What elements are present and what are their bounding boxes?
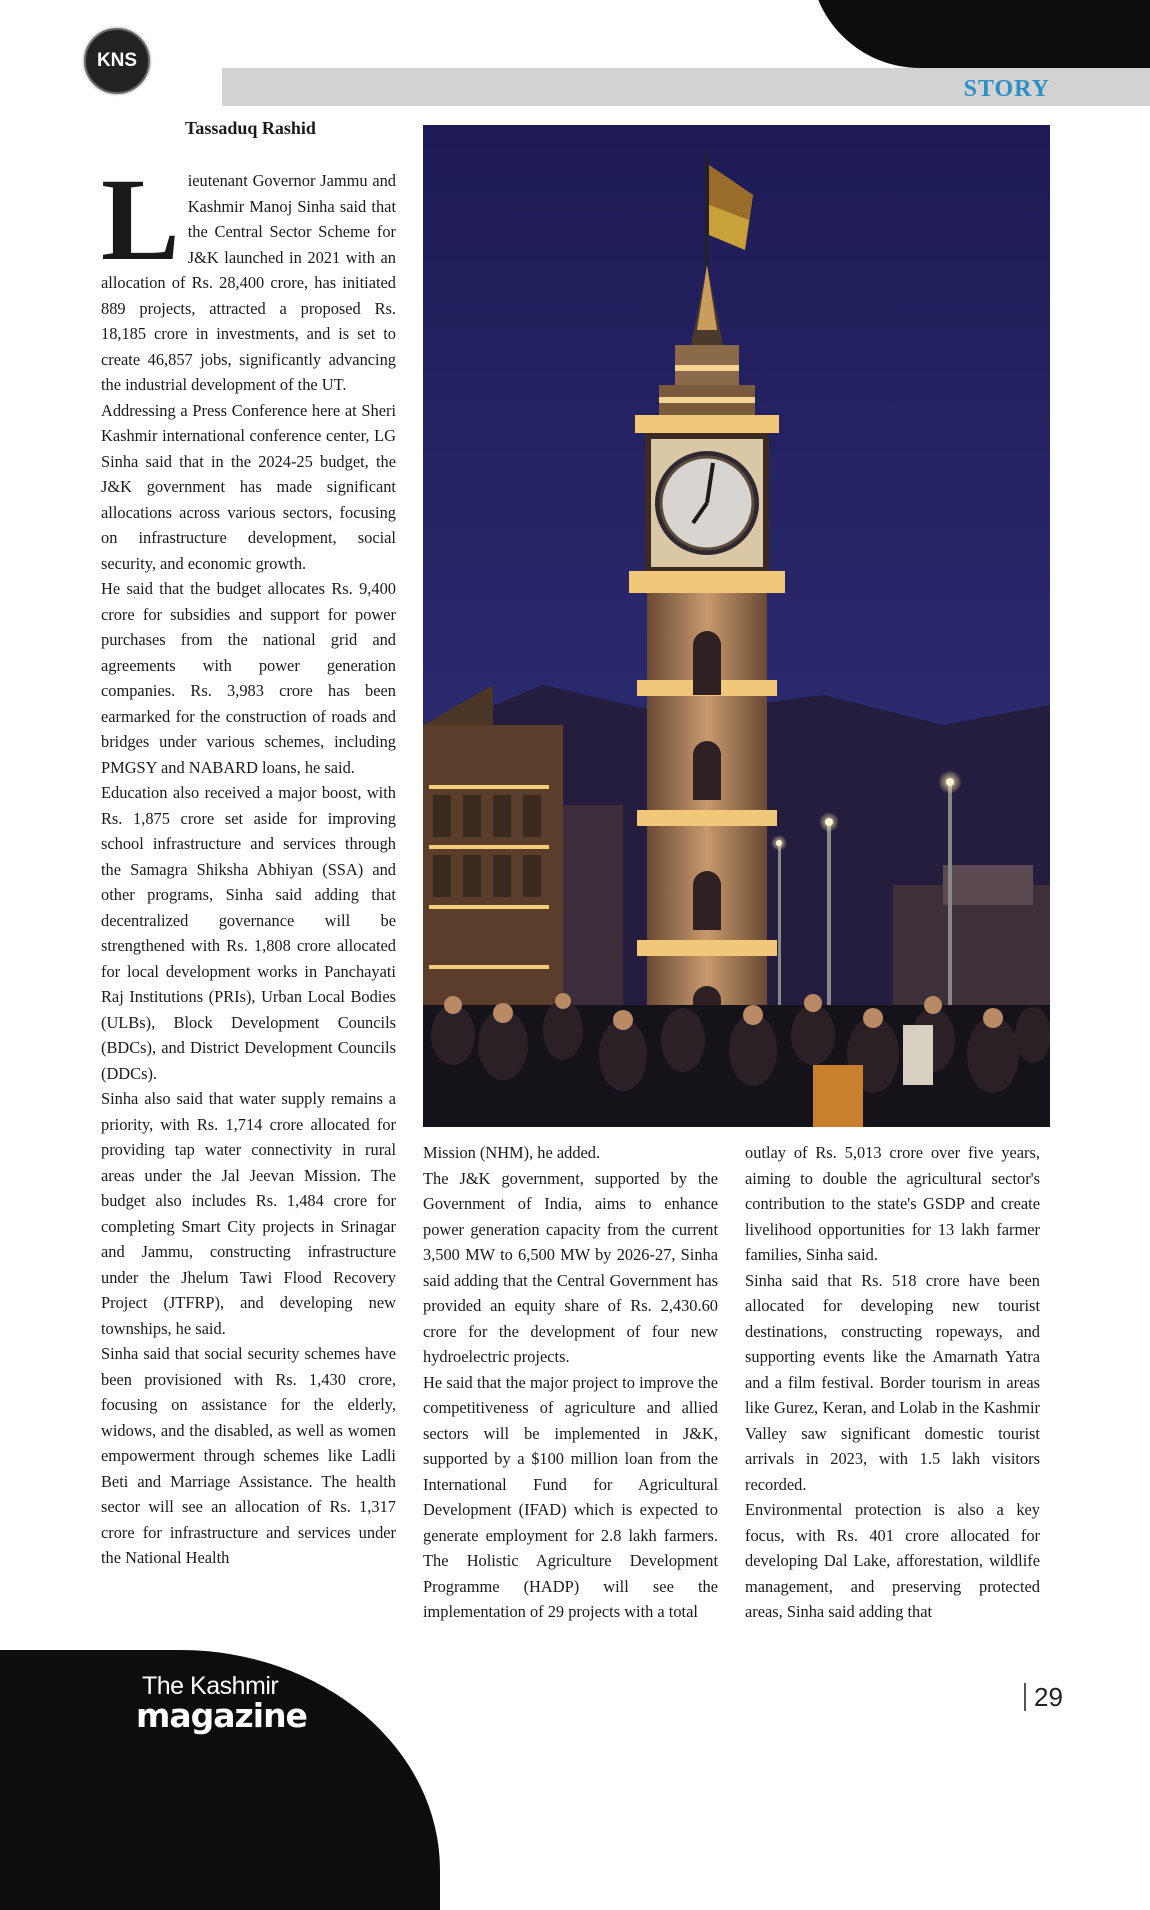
paragraph: Sinha said that social security schemes have been provisioned with Rs. 1,430 crore, focusing on assistance for the elderly, widows, and the disabled, as well as women empowerment through schemes like Ladli Beti and Marriage Assistance. The health sector will see an allocation of Rs. 1,317 crore for infrastructure and services under the National Health [101, 1344, 396, 1567]
article-column-3 [745, 1140, 1040, 1625]
page-number: 29 [1024, 1683, 1063, 1711]
clock-tower-photo [423, 125, 1050, 1127]
kns-logo: KNS [84, 28, 150, 94]
paragraph: The J&K government, supported by the Government of India, aims to enhance power generation capacity from the current 3,500 MW to 6,500 MW by 2026-27, Sinha said adding that the Central Government has provided an equity share of Rs. 2,430.60 crore for the development of four new hydroelectric projects. [423, 1168, 718, 1366]
paragraph: Addressing a Press Conference here at Sheri Kashmir international conference center, LG Sinha said that in the 2024-25 budget, the J&K government has made significant allocations across various sectors, focusing on infrastructure development, social security, and economic growth. [101, 400, 396, 573]
header-corner-decoration [810, 0, 1150, 68]
paragraph: He said that the budget allocates Rs. 9,400 crore for subsidies and support for power purchases from the national grid and agreements with power generation companies. Rs. 3,983 crore has been earmarked for the construction of roads and bridges under various schemes, including PMGSY and NABARD loans, he said. [101, 579, 396, 777]
paragraph: Sinha also said that water supply remains a priority, with Rs. 1,714 crore allocated for providing tap water connectivity in rural areas under the Jal Jeevan Mission. The budget also includes Rs. 1,484 crore for completing Smart City projects in Srinagar and Jammu, constructing infrastructure under the Jhelum Tawi Flood Recovery Project (JTFRP), and developing new townships, he said. [101, 1089, 396, 1338]
paragraph-text: ieutenant Governor Jammu and Kashmir Manoj Sinha said that the Central Sector Scheme for J&K launched in 2021 with an allocation of Rs. 28,400 crore, has initiated 889 projects, attracted a proposed Rs. 18,185 crore in investments, and is set to create 46,857 jobs, significantly advancing the industrial development of the UT. [101, 171, 396, 394]
paragraph: outlay of Rs. 5,013 crore over five years, aiming to double the agricultural sector's contribution to the state's GSDP and create livelihood opportunities for 13 lakh farmer families, Sinha said. [745, 1143, 1040, 1264]
paragraph: Mission (NHM), he added. [423, 1143, 601, 1162]
magazine-logo-line1: The Kashmir [142, 1672, 279, 1700]
paragraph: Environmental protection is also a key focus, with Rs. 401 crore allocated for developing Dal Lake, afforestation, wildlife management, and preserving protected areas, Sinha said adding that [745, 1500, 1040, 1621]
paragraph: Education also received a major boost, with Rs. 1,875 crore set aside for improving school infrastructure and services through the Samagra Shiksha Abhiyan (SSA) and other programs, Sinha said adding that decentralized governance will be strengthened with Rs. 1,808 crore allocated for local development works in Panchayati Raj Institutions (PRIs), Urban Local Bodies (ULBs), Block Development Councils (BDCs), and District Development Councils (DDCs). [101, 783, 396, 1083]
paragraph [101, 154, 396, 398]
article-column-2 [423, 1140, 718, 1625]
paragraph: Sinha said that Rs. 518 crore have been allocated for developing new tourist destinations, constructing ropeways, and supporting events like the Amarnath Yatra and a film festival. Border tourism in areas like Gurez, Keran, and Lolab in the Kashmir Valley saw significant domestic tourist arrivals in 2023, with 1.5 lakh visitors recorded. [745, 1270, 1040, 1494]
magazine-logo-line2: magazine [136, 1696, 307, 1735]
byline: Tassaduq Rashid [185, 118, 316, 138]
section-label: STORY [963, 76, 1050, 102]
drop-cap: L [101, 154, 180, 285]
article-column-1 [101, 154, 396, 1571]
paragraph: He said that the major project to improve the competitiveness of agriculture and allied sectors will be implemented in J&K, supported by a $100 million loan from the International Fund for Agricultural Development (IFAD) which is expected to generate employment for 2.8 lakh farmers. The Holistic Agriculture Development Programme (HADP) will see the implementation of 29 projects with a total [423, 1372, 718, 1621]
